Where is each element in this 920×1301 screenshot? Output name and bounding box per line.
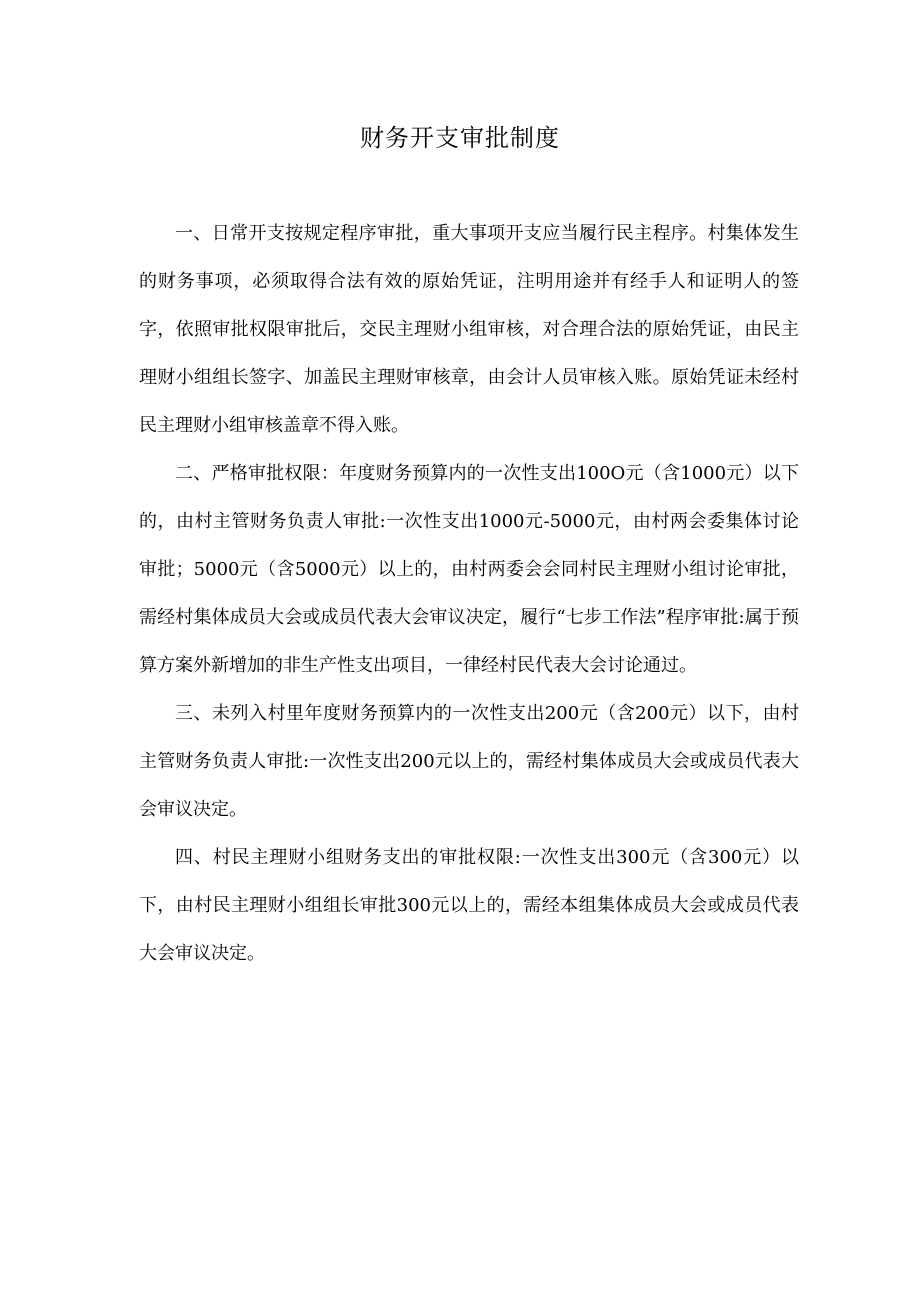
document-body <box>139 210 799 978</box>
paragraph-4: 四、村民主理财小组财务支出的审批权限:一次性支出300元（含300元）以下，由村民主理财小组组长审批300元以上的，需经本组集体成员大会或成员代表大会审议决定。 <box>139 847 799 964</box>
page-title: 财务开支审批制度 <box>360 124 560 152</box>
paragraph-1: 一、日常开支按规定程序审批，重大事项开支应当履行民主程序。村集体发生的财务事项，必须取得合法有效的原始凭证，注明用途并有经手人和证明人的签字，依照审批权限审批后，交民主理财小组审核，对合理合法的原始凭证，由民主理财小组组长签字、加盖民主理财审核章，由会计人员审核入账。原始凭证未经村民主理财小组审核盖章不得入账。 <box>139 223 799 436</box>
paragraph-3: 三、未列入村里年度财务预算内的一次性支出200元（含200元）以下，由村主管财务负责人审批:一次性支出200元以上的，需经村集体成员大会或成员代表大会审议决定。 <box>139 703 799 820</box>
paragraph-2: 二、严格审批权限：年度财务预算内的一次性支出100O元（含1000元）以下的，由村主管财务负责人审批:一次性支出1000元-5000元，由村两会委集体讨论审批；5000元（含5000元）以上的，由村两委会会同村民主理财小组讨论审批，需经村集体成员大会或成员代表大会审议决定，履行“七步工作法”程序审批:属于预算方案外新增加的非生产性支出项目，一律经村民代表大会讨论通过。 <box>139 463 799 676</box>
